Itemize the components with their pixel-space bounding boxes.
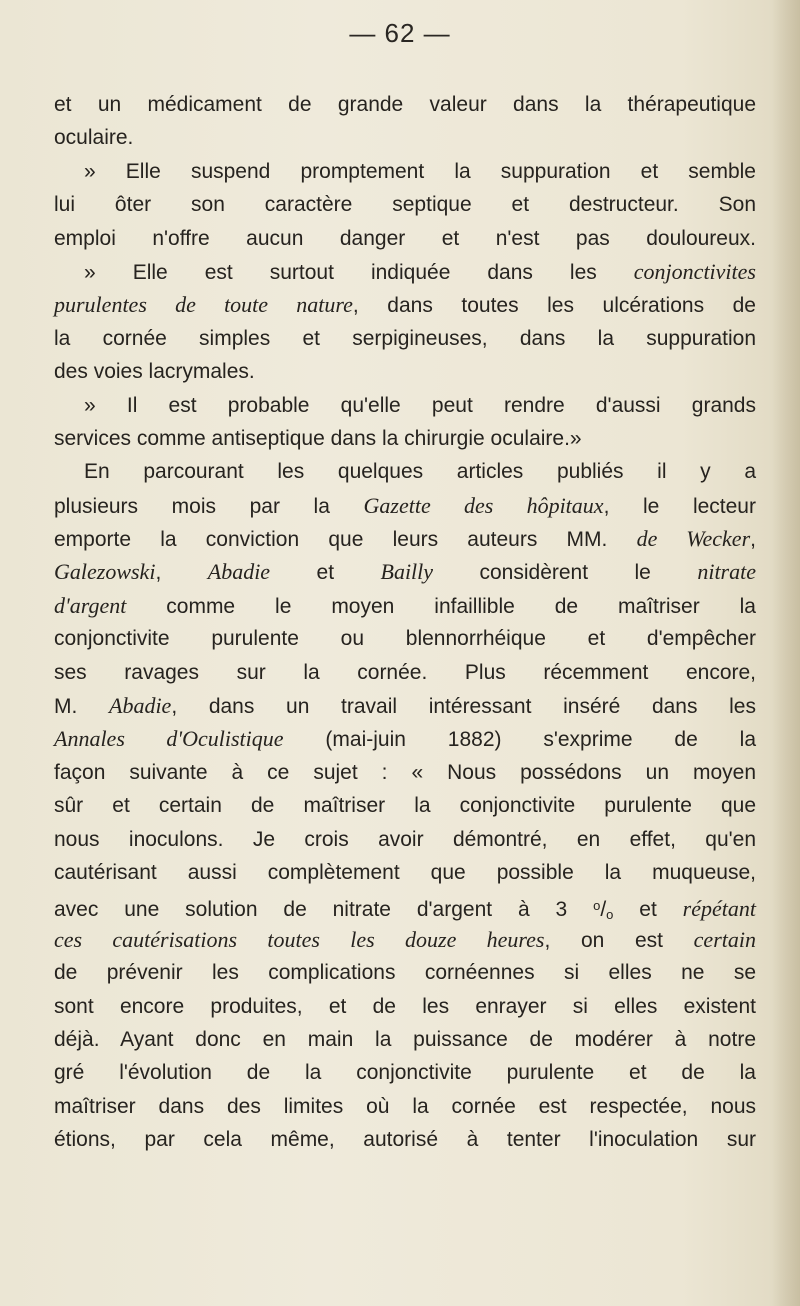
italic-term: certain: [693, 926, 756, 952]
text-line: purulentes de toute nature, dans toutes les ulcérations de: [54, 292, 756, 318]
text-line: services comme antiseptique dans la chirurgie oculaire.»: [54, 426, 582, 450]
text-line: déjà. Ayant donc en main la puissance de modérer à notre: [54, 1027, 756, 1051]
italic-term: Gazette des hôpitaux: [363, 492, 604, 518]
italic-title: Annales d'Oculistique: [54, 726, 284, 752]
text-line: d'argent comme le moyen infaillible de maîtriser la: [54, 592, 756, 618]
text-line: plusieurs mois par la Gazette des hôpitaux, le lecteur: [54, 492, 756, 518]
text-line: emporte la conviction que leurs auteurs MM. de Wecker,: [54, 526, 756, 552]
text-line: sûr et certain de maîtriser la conjonctivite purulente que: [54, 794, 756, 818]
text-line: et un médicament de grande valeur dans la thérapeutique: [54, 93, 756, 116]
text-line: maîtriser dans des limites où la cornée est respectée, nous: [54, 1094, 756, 1118]
text-line: oculaire.: [54, 126, 134, 150]
text-line: de prévenir les complications cornéennes si elles ne se: [54, 961, 756, 985]
text-line: gré l'évolution de la conjonctivite purulente et de la: [54, 1061, 756, 1085]
page-edge-shadow: [772, 0, 800, 1306]
italic-term: conjonctivites: [633, 258, 756, 284]
body-text: [54, 88, 756, 1157]
text-line: étions, par cela même, autorisé à tenter l'inoculation sur: [54, 1128, 756, 1152]
italic-term: nitrate: [697, 559, 756, 585]
text-line: » Elle est surtout indiquée dans les conjonctivites: [84, 258, 756, 284]
italic-term: purulentes de toute nature: [54, 292, 353, 318]
text-line: ces cautérisations toutes les douze heures, on est certain: [54, 926, 756, 952]
page-number: — 62 —: [349, 18, 451, 48]
italic-name: Galezowski: [54, 559, 156, 585]
italic-name: de Wecker: [636, 526, 751, 552]
italic-name: Abadie: [109, 693, 172, 719]
text-line: façon suivante à ce sujet : « Nous possédons un moyen: [54, 760, 756, 784]
italic-name: Abadie: [207, 559, 271, 585]
text-line: » Elle suspend promptement la suppuration et semble: [84, 159, 756, 183]
text-line: cautérisant aussi complètement que possible la muqueuse,: [54, 860, 756, 884]
text-line: En parcourant les quelques articles publiés il y a: [84, 460, 756, 484]
italic-term: d'argent: [54, 592, 127, 618]
text-line: Galezowski, Abadie et Bailly considèrent le nitrate: [54, 559, 756, 585]
text-line: conjonctivite purulente ou blennorrhéique et d'empêcher: [54, 627, 756, 651]
text-line: emploi n'offre aucun danger et n'est pas douloureux.: [54, 226, 756, 250]
text-line: sont encore produites, et de les enrayer si elles existent: [54, 994, 756, 1018]
text-line: lui ôter son caractère septique et destructeur. Son: [54, 193, 756, 217]
italic-term: ces cautérisations toutes les douze heures: [54, 926, 545, 952]
percent-sign: $^o/_o$: [593, 898, 614, 923]
text-line: Annales d'Oculistique (mai-juin 1882) s'exprime de la: [54, 726, 756, 752]
text-line: ses ravages sur la cornée. Plus récemment encore,: [54, 660, 756, 684]
text-line: M. Abadie, dans un travail intéressant inséré dans les: [54, 693, 756, 719]
italic-name: Bailly: [380, 559, 434, 585]
text-line: des voies lacrymales.: [54, 360, 255, 384]
italic-term: répétant: [682, 896, 756, 922]
text-line: nous inoculons. Je crois avoir démontré, en effet, qu'en: [54, 827, 756, 851]
text-line: la cornée simples et serpigineuses, dans la suppuration: [54, 326, 756, 350]
text-line: avec une solution de nitrate d'argent à 3 $^o/_o$ et répétant: [54, 896, 756, 923]
text-line: » Il est probable qu'elle peut rendre d'aussi grands: [84, 393, 756, 417]
